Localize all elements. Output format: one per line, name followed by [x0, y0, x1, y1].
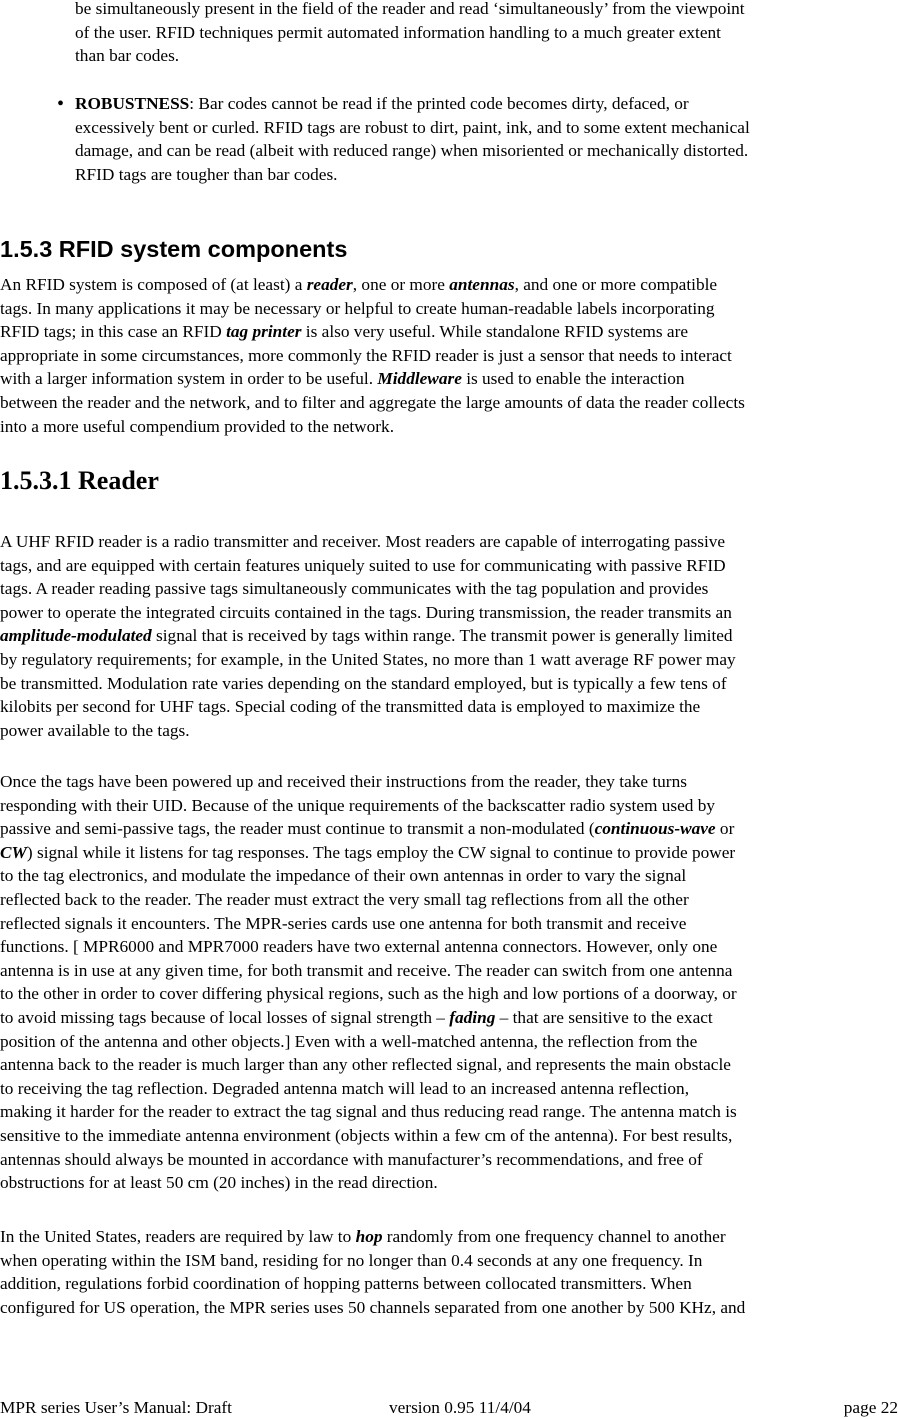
term-tag-printer: tag printer: [226, 322, 302, 342]
system-components-paragraph: [0, 273, 898, 438]
term-cw: CW: [0, 842, 27, 862]
text-line: to the other in order to cover differing physical regions, such as the high and low portions of a doorway, or: [0, 984, 737, 1004]
robustness-bullet-paragraph: [75, 92, 898, 186]
text-line: addition, regulations forbid coordination of hopping patterns between collocated transmitters. When: [0, 1274, 692, 1294]
text-line: obstructions for at least 50 cm (20 inches) in the read direction.: [0, 1173, 438, 1193]
term-reader: reader: [306, 275, 353, 294]
bullet-icon: •: [57, 93, 65, 115]
text-line: by regulatory requirements; for example, in the United States, no more than 1 watt average RF power may: [0, 649, 736, 669]
text-line: antenna back to the reader is much larger than any other reflected signal, and represents the main obstacle: [0, 1055, 731, 1075]
frequency-hopping-paragraph: [0, 1225, 898, 1319]
text-line: power available to the tags.: [0, 720, 190, 740]
footer-manual-title: MPR series User’s Manual: Draft: [0, 1398, 232, 1417]
text-line: amplitude-modulated signal that is received by tags within range. The transmit power is generally limited: [0, 626, 733, 646]
term-amplitude-modulated: amplitude-modulated: [0, 626, 152, 646]
text-line: An RFID system is composed of (at least) a reader, one or more antennas, and one or more compatible: [0, 275, 718, 294]
term-fading: fading: [449, 1007, 496, 1027]
text-line: appropriate in some circumstances, more commonly the RFID reader is just a sensor that needs to interact: [0, 345, 732, 365]
text-line: than bar codes.: [75, 46, 180, 66]
text-line: RFID tags are tougher than bar codes.: [75, 164, 338, 184]
text-line: tags. In many applications it may be necessary or helpful to create human-readable labels incorporating: [0, 298, 715, 318]
text-line: passive and semi-passive tags, the reader must continue to transmit a non-modulated (continuous-wave or: [0, 819, 735, 839]
text-line: damage, and can be read (albeit with reduced range) when misoriented or mechanically distorted.: [75, 141, 749, 161]
text-line: position of the antenna and other objects.] Even with a well-matched antenna, the reflection from the: [0, 1031, 698, 1051]
text-line: CW) signal while it listens for tag responses. The tags employ the CW signal to continue to provide power: [0, 842, 736, 862]
text-line: when operating within the ISM band, residing for no longer than 0.4 seconds at any one frequency. In: [0, 1250, 703, 1270]
text-line: to receiving the tag reflection. Degraded antenna match will lead to an increased antenna reflection,: [0, 1078, 690, 1098]
text-line: to the tag electronics, and modulate the impedance of their own antennas in order to vary the signal: [0, 866, 687, 886]
subsection-heading: 1.5.3.1 Reader: [0, 466, 159, 495]
text-line: sensitive to the immediate antenna environment (objects within a few cm of the antenna). For best results,: [0, 1125, 733, 1145]
text-line: of the user. RFID techniques permit automated information handling to a much greater extent: [75, 22, 721, 42]
text-line: be simultaneously present in the field of the reader and read ‘simultaneously’ from the viewpoint: [75, 0, 745, 18]
footer-version: version 0.95 11/4/04: [389, 1398, 531, 1417]
footer-page-number: page 22: [843, 1398, 898, 1417]
text-line: tags. A reader reading passive tags simultaneously communicates with the tag population and provides: [0, 579, 709, 599]
text-line: with a larger information system in order to be useful. Middleware is used to enable the interaction: [0, 369, 685, 389]
text-line: A UHF RFID reader is a radio transmitter and receiver. Most readers are capable of interrogating passive: [0, 532, 726, 551]
text-line: excessively bent or curled. RFID tags are robust to dirt, paint, ink, and to some extent mechanical: [75, 117, 750, 137]
text-line: to avoid missing tags because of local losses of signal strength – fading – that are sensitive to the exact: [0, 1007, 713, 1027]
text-line: reflected signals it encounters. The MPR-series cards use one antenna for both transmit and receive: [0, 913, 687, 933]
intro-paragraph: [75, 0, 898, 68]
text-line: power to operate the integrated circuits contained in the tags. During transmission, the reader transmits an: [0, 602, 732, 622]
text-line: reflected back to the reader. The reader must extract the very small tag reflections from all the other: [0, 889, 689, 909]
robustness-term: ROBUSTNESS: [75, 94, 190, 113]
term-continuous-wave: continuous-wave: [594, 819, 716, 839]
text-line: into a more useful compendium provided to the network.: [0, 416, 395, 436]
text-line: kilobits per second for UHF tags. Special coding of the transmitted data is employed to maximize the: [0, 697, 701, 717]
term-antennas: antennas: [449, 275, 515, 294]
text-line: Once the tags have been powered up and received their instructions from the reader, they take turns: [0, 772, 687, 791]
text-line: antenna is in use at any given time, for both transmit and receive. The reader can switch from one antenna: [0, 960, 733, 980]
text-line: be transmitted. Modulation rate varies depending on the standard employed, but is typically a few tens of: [0, 673, 727, 693]
text-line: configured for US operation, the MPR series uses 50 channels separated from one another by 500 KHz, and: [0, 1297, 746, 1317]
text-line: making it harder for the reader to extract the tag signal and thus reducing read range. The antenna match is: [0, 1102, 737, 1122]
section-heading: 1.5.3 RFID system components: [0, 236, 348, 262]
text-line: RFID tags; in this case an RFID tag printer is also very useful. While standalone RFID systems are: [0, 322, 689, 342]
text-line: tags, and are equipped with certain features uniquely suited to use for communicating with passive RFID: [0, 555, 726, 575]
term-middleware: Middleware: [377, 369, 462, 389]
text-line: functions. [ MPR6000 and MPR7000 readers have two external antenna connectors. However, only one: [0, 937, 718, 957]
tag-response-paragraph: [0, 770, 898, 1195]
text-line: antennas should always be mounted in accordance with manufacturer’s recommendations, and free of: [0, 1149, 703, 1169]
reader-paragraph: [0, 530, 898, 742]
term-hop: hop: [355, 1227, 383, 1246]
text-line: ROBUSTNESS: Bar codes cannot be read if the printed code becomes dirty, defaced, or: [75, 94, 689, 113]
text-line: In the United States, readers are required by law to hop randomly from one frequency channel to another: [0, 1227, 726, 1246]
text-line: between the reader and the network, and to filter and aggregate the large amounts of data the reader collects: [0, 392, 745, 412]
text-line: responding with their UID. Because of the unique requirements of the backscatter radio system used by: [0, 795, 716, 815]
